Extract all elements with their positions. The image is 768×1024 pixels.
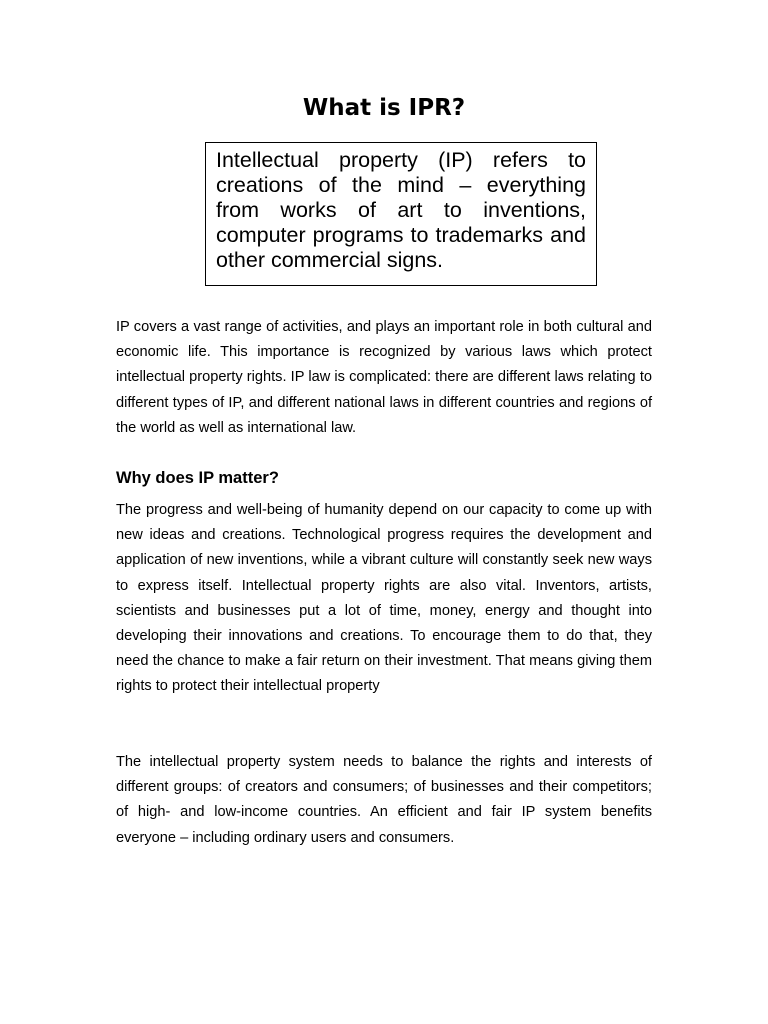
section-paragraph-1: The progress and well-being of humanity depend on our capacity to come up with new ideas and creations. Technological progress requires the development and application of new inventions, while a vibrant culture will constantly seek new ways to express itself. Intellectual property rights are also vital. Inventors, artists, scientists and businesses put a lot of time, money, energy and thought into developing their innovations and creations. To encourage them to do that, they need the chance to make a fair return on their investment. That means giving them rights to protect their intellectual property <box>116 502 652 695</box>
section-heading: Why does IP matter? <box>116 469 279 487</box>
page-title: What is IPR? <box>302 95 466 121</box>
section-paragraph-2: The intellectual property system needs to balance the rights and interests of different groups: of creators and consumers; of businesses and their competitors; of high- and low-income countries. An efficient and fair IP system benefits everyone – including ordinary users and consumers. <box>116 754 652 846</box>
definition-box <box>205 142 597 286</box>
intro-paragraph: IP covers a vast range of activities, and plays an important role in both cultural and economic life. This importance is recognized by various laws which protect intellectual property rights. IP law is complicated: there are different laws relating to different types of IP, and different national laws in different countries and regions of the world as well as international law. <box>116 319 652 436</box>
definition-text: Intellectual property (IP) refers to creations of the mind – everything from works of art to inventions, computer programs to trademarks and other commercial signs. <box>216 148 586 272</box>
